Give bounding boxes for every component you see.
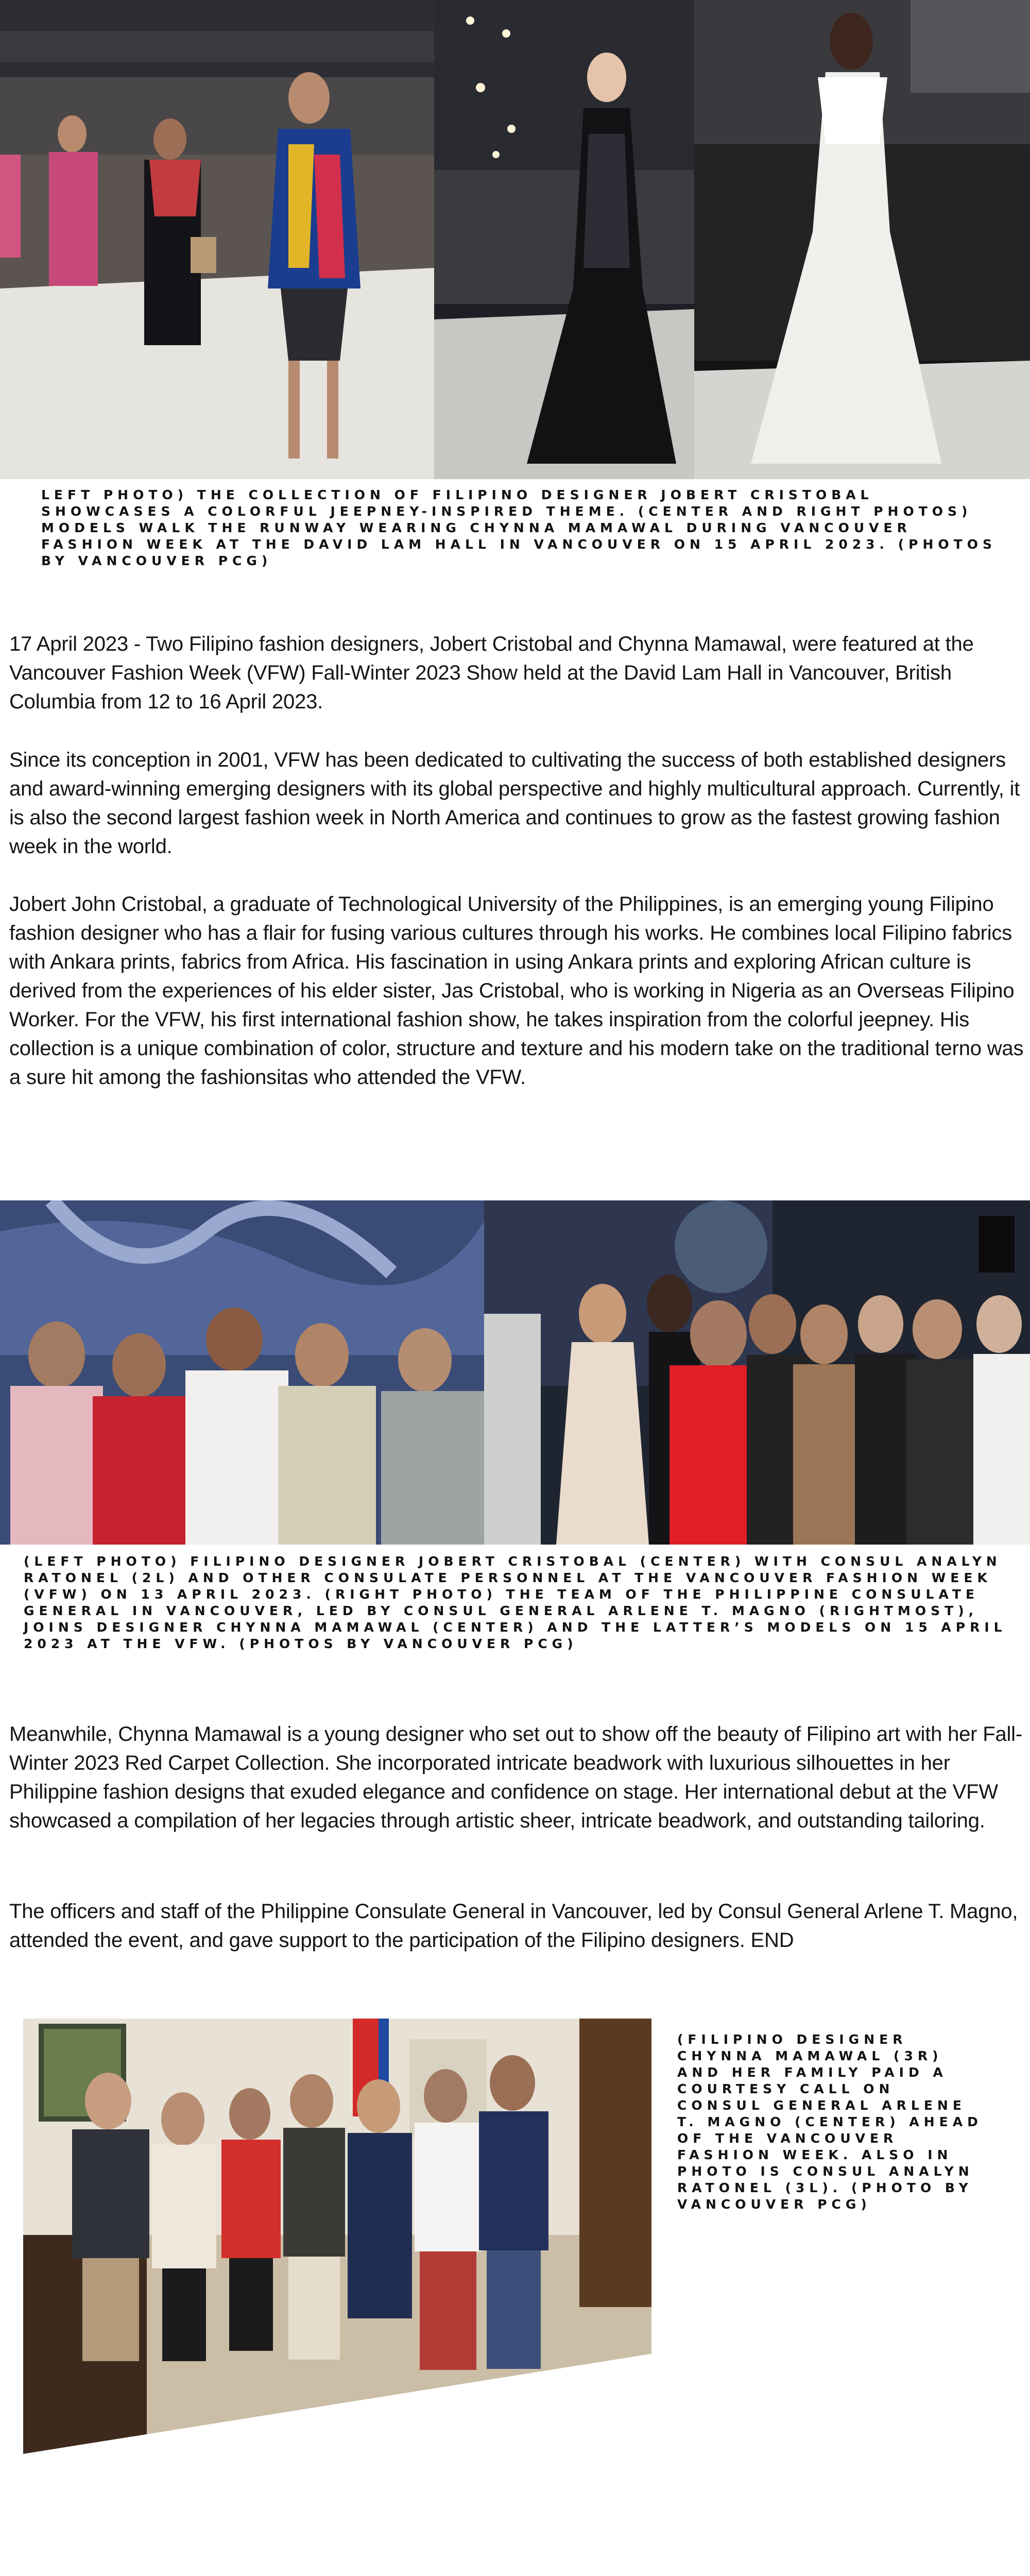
runway-photo-center (434, 0, 694, 479)
caption-courtesy-call: (FILIPINO DESIGNER CHYNNA MAMAWAL (3R) AND HER FAMILY PAID A COURTESY CALL ON CONSUL GENERAL ARLENE T. MAGNO (CENTER) AHEAD OF THE VANCOUVER FASHION WEEK. ALSO IN PHOTO IS CONSUL ANALYN RATONEL (3L). (PHOTO BY VANCOUVER PCG) (677, 2032, 983, 2212)
courtesy-call-photo (23, 2019, 651, 2454)
paragraph-intro: 17 April 2023 - Two Filipino fashion designers, Jobert Cristobal and Chynna Mamawal, were featured at the Vancouver Fashion Week (VFW) Fall-Winter 2023 Show held at the David Lam Hall in Vancouver, British Columbia from 12 to 16 April 2023. (9, 633, 974, 713)
runway-photo-right (694, 0, 1030, 479)
paragraph-jobert-cristobal: Jobert John Cristobal, a graduate of Technological University of the Philippines, is an emerging young Filipino fashion designer who has a flair for fusing various cultures through his works. He combines local Filipino fabrics with Ankara prints, fabrics from Africa. His fascination in using Ankara prints and exploring African culture is derived from the experiences of his elder sister, Jas Cristobal, who is working in Nigeria as an Overseas Filipino Worker. For the VFW, his first international fashion show, he takes inspiration from the colorful jeepney. His collection is a unique combination of color, structure and texture and his modern take on the traditional terno was a sure hit among the fashionsitas who attended the VFW. (9, 893, 1024, 1089)
group-photo-left (0, 1200, 484, 1545)
paragraph-consulate-support: The officers and staff of the Philippine Consulate General in Vancouver, led by Consul General Arlene T. Magno, attended the event, and gave support to the participation of the Filipino designers. END (9, 1900, 1018, 1952)
caption-runway-photos: LEFT PHOTO) THE COLLECTION OF FILIPINO DESIGNER JOBERT CRISTOBAL SHOWCASES A COLORFUL JEEPNEY-INSPIRED THEME. (CENTER AND RIGHT PHOTOS) MODELS WALK THE RUNWAY WEARING CHYNNA MAMAWAL DURING VANCOUVER FASHION WEEK AT THE DAVID LAM HALL IN VANCOUVER ON 15 APRIL 2023. (PHOTOS BY VANCOUVER PCG) (41, 487, 997, 568)
paragraph-vfw-background: Since its conception in 2001, VFW has been dedicated to cultivating the success of both established designers and award-winning emerging designers with its global perspective and highly multicultural approach. Currently, it is also the second largest fashion week in North America and continues to grow as the fastest growing fashion week in the world. (9, 749, 1020, 858)
group-photo-right (484, 1200, 1030, 1545)
runway-photo-left (0, 0, 434, 479)
paragraph-chynna-mamawal: Meanwhile, Chynna Mamawal is a young designer who set out to show off the beauty of Filipino art with her Fall-Winter 2023 Red Carpet Collection. She incorporated intricate beadwork with luxurious silhouettes in her Philippine fashion designs that exuded elegance and confidence on stage. Her international debut at the VFW showcased a compilation of her legacies through artistic sheer, intricate beadwork, and outstanding tailoring. (9, 1723, 1022, 1832)
caption-group-photos: (LEFT PHOTO) FILIPINO DESIGNER JOBERT CRISTOBAL (CENTER) WITH CONSUL ANALYN RATONEL (2L) AND OTHER CONSULATE PERSONNEL AT THE VANCOUVER FASHION WEEK (VFW) ON 13 APRIL 2023. (RIGHT PHOTO) THE TEAM OF THE PHILIPPINE CONSULATE GENERAL IN VANCOUVER, LED BY CONSUL GENERAL ARLENE T. MAGNO (RIGHTMOST), JOINS DESIGNER CHYNNA MAMAWAL (CENTER) AND THE LATTER’S MODELS ON 15 APRIL 2023 AT THE VFW. (PHOTOS BY VANCOUVER PCG) (24, 1554, 1007, 1651)
